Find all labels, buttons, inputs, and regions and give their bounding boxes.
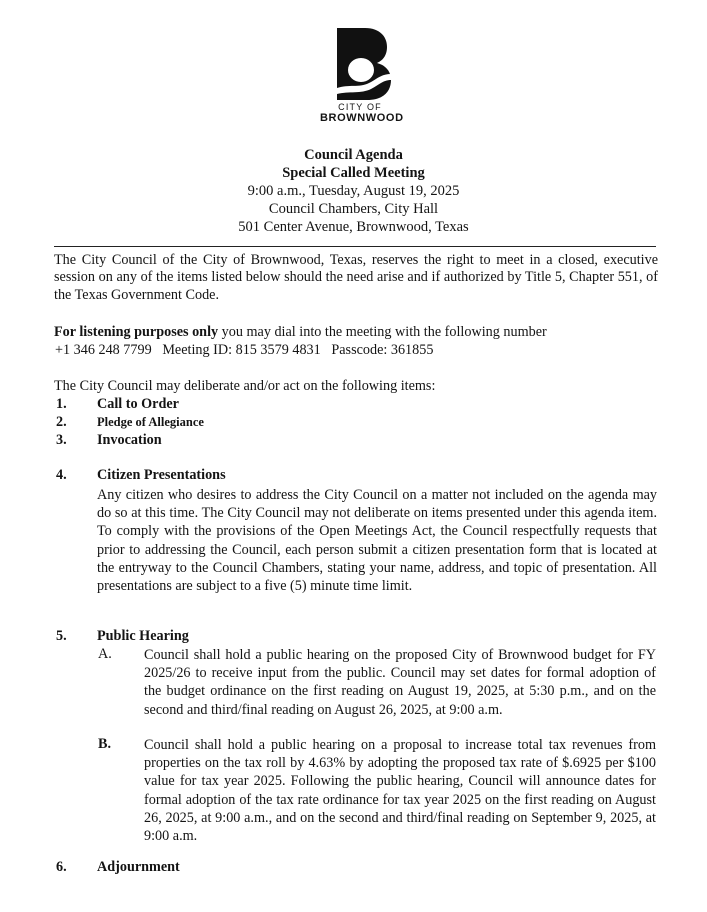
item-number: 6. [56,859,67,875]
executive-session-notice: The City Council of the City of Brownwood, Texas, reserves the right to meet in a closed, executive session on any of the items listed below should the need arise and if authorized by Title 5, Chapter 551, of the Texas Government Code. [54,252,658,303]
item-number: 4. [56,467,67,483]
meeting-datetime: 9:00 a.m., Tuesday, August 19, 2025 [247,183,460,199]
item-invocation: Invocation [97,432,162,448]
item-number: 5. [56,628,67,644]
meeting-address: 501 Center Avenue, Brownwood, Texas [238,219,469,235]
header-divider [54,246,656,247]
deliberate-statement: The City Council may deliberate and/or act on the following items: [54,378,436,394]
item-pledge: Pledge of Allegiance [97,415,204,429]
item-number: 1. [56,396,67,412]
public-hearing-tax-rate: Council shall hold a public hearing on a proposal to increase total tax revenues from properties on the tax roll by 4.63% by adopting the proposed tax rate of $.6925 per $100 value for tax year 2025. Following the public hearing, Council will announce dates for formal adoption of the tax rate ordinance for tax year 2025 on the first reading on August 26, 2025, at 9:00 a.m., and on the second and third/final reading on September 9, 2025, at 9:00 a.m. [144,737,656,845]
citizen-presentations-body: Any citizen who desires to address the City Council on a matter not included on the agenda may do so at this time. The City Council may not deliberate on items presented under this agenda item. To comply with the provisions of the Open Meetings Act, the Council respectfully requests that prior to addressing the Council, each person submit a citizen presentation form that is located at the entryway to the Council Chambers, stating your name, address, and topic of presentation. All presentations are subject to a five (5) minute time limit. [97,487,657,595]
item-citizen-presentations: Citizen Presentations [97,467,226,483]
item-public-hearing: Public Hearing [97,628,189,644]
listening-bold: For listening purposes only [54,324,219,340]
meeting-location: Council Chambers, City Hall [268,201,439,217]
city-logo [320,28,404,124]
logo-city-of: CITY OF [338,102,382,112]
item-number: 3. [56,432,67,448]
agenda-title: Council Agenda [304,147,403,163]
brownwood-b-logo-icon [329,28,391,100]
logo-name: BROWNWOOD [320,112,404,124]
item-call-to-order: Call to Order [97,396,179,412]
listening-rest: you may dial into the meeting with the following number [218,324,547,340]
item-number: 2. [56,414,67,430]
agenda-subtitle: Special Called Meeting [282,165,425,181]
agenda-header [0,146,707,236]
item-adjournment: Adjournment [97,859,180,875]
sub-item-label: B. [98,736,112,752]
public-hearing-budget: Council shall hold a public hearing on the proposed City of Brownwood budget for FY 2025/26 to receive input from the public. Council may set dates for formal adoption of the budget ordinance on the first reading on August 19, 2025, at 5:30 p.m., and on the second and third/final reading on August 26, 2025, at 9:00 a.m. [144,647,656,718]
dial-in-details: +1 346 248 7799 Meeting ID: 815 3579 4831 Passcode: 361855 [55,342,434,358]
sub-item-label: A. [98,646,112,662]
listening-info [54,324,658,341]
